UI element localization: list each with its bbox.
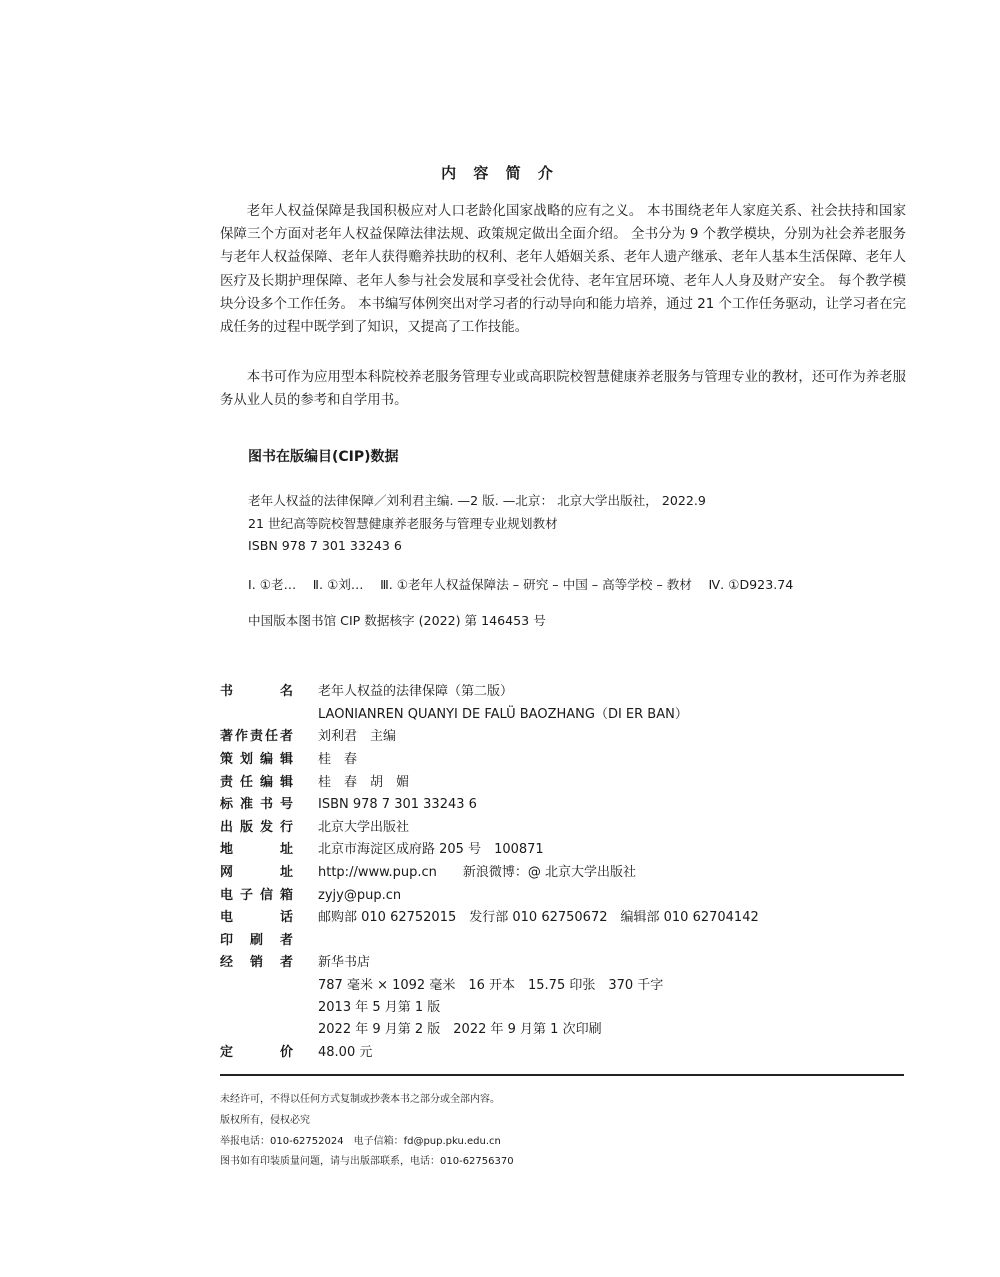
- info-label: 经销者: [220, 955, 293, 970]
- info-value: 邮购部 010 62752015 发行部 010 62750672 编辑部 010 62704142: [318, 910, 759, 925]
- info-value: 桂 春 胡 媚: [318, 775, 410, 790]
- cip-line-classification: Ⅰ. ①老… Ⅱ. ①刘… Ⅲ. ①老年人权益保障法 – 研究 – 中国 – 高等学校 – 教材 Ⅳ. ①D923.74: [248, 577, 794, 592]
- info-value: zyjy@pup.cn: [318, 888, 402, 903]
- footer-divider: [220, 1074, 904, 1076]
- info-label: 责任编辑: [220, 775, 293, 790]
- info-value: 北京大学出版社: [318, 820, 410, 835]
- info-value: 2013 年 5 月第 1 版: [318, 1000, 441, 1015]
- info-value: LAONIANREN QUANYI DE FALÜ BAOZHANG（DI ER BAN）: [318, 707, 688, 722]
- info-label: 印刷者: [220, 933, 293, 948]
- info-value: 刘利君 主编: [318, 729, 397, 744]
- footer-report-contact: 举报电话：010-62752024 电子信箱：fd@pup.pku.edu.cn: [220, 1136, 501, 1147]
- intro-paragraph-2: 本书可作为应用型本科院校养老服务管理专业或高职院校智慧健康养老服务与管理专业的教材，还可作为养老服务从业人员的参考和自学用书。: [220, 370, 906, 409]
- footer-rights: 版权所有，侵权必究: [220, 1115, 310, 1126]
- info-label: 标准书号: [220, 797, 293, 812]
- intro-paragraph-1: 老年人权益保障是我国积极应对人口老龄化国家战略的应有之义。 本书围绕老年人家庭关系、社会扶持和国家保障三个方面对老年人权益保障法律法规、政策规定做出全面介绍。 全书分为 9 个教学模块，分别为社会养老服务与老年人权益保障、老年人获得赡养扶助的权利、老年人婚姻关系、老年人遗产继承、老年人基本生活保障、老年人医疗及长期护理保障、老年人参与社会发展和享受社会优待、老年宜居环境、老年人人身及财产安全。 每个教学模块分设多个工作任务。 本书编写体例突出对学习者的行动导向和能力培养，通过 21 个工作任务驱动，让学习者在完成任务的过程中既学到了知识，又提高了工作技能。: [220, 204, 906, 336]
- info-value: 桂 春: [318, 752, 358, 767]
- info-label: 网址: [220, 865, 293, 880]
- cip-line-title: 老年人权益的法律保障／刘利君主编. —2 版. —北京： 北京大学出版社， 2022.9: [248, 493, 706, 508]
- info-value: ISBN 978 7 301 33243 6: [318, 797, 477, 812]
- cip-line-record: 中国版本图书馆 CIP 数据核字 (2022) 第 146453 号: [248, 613, 546, 628]
- info-value: 老年人权益的法律保障（第二版）: [318, 684, 514, 699]
- info-value: 48.00 元: [318, 1045, 373, 1060]
- info-value: 新华书店: [318, 955, 371, 970]
- info-label: 定价: [220, 1045, 293, 1060]
- info-label: 电话: [220, 910, 293, 925]
- info-label: 著作责任者: [220, 729, 293, 744]
- info-label: 地址: [220, 842, 293, 857]
- info-value: 2022 年 9 月第 2 版 2022 年 9 月第 1 次印刷: [318, 1022, 602, 1037]
- cip-line-isbn: ISBN 978 7 301 33243 6: [248, 538, 402, 553]
- info-label: 书名: [220, 684, 293, 699]
- info-value: http://www.pup.cn 新浪微博：@ 北京大学出版社: [318, 865, 637, 880]
- info-label: 出版发行: [220, 820, 293, 835]
- page-title: 内 容 简 介: [441, 164, 559, 182]
- info-label: 策划编辑: [220, 752, 293, 767]
- footer-quality-contact: 图书如有印装质量问题，请与出版部联系，电话：010-62756370: [220, 1156, 514, 1167]
- info-value: 北京市海淀区成府路 205 号 100871: [318, 842, 544, 857]
- info-label: 电子信箱: [220, 888, 293, 903]
- cip-line-series: 21 世纪高等院校智慧健康养老服务与管理专业规划教材: [248, 516, 558, 531]
- info-value: 787 毫米 × 1092 毫米 16 开本 15.75 印张 370 千字: [318, 978, 664, 993]
- footer-copy-notice: 未经许可，不得以任何方式复制或抄袭本书之部分或全部内容。: [220, 1094, 500, 1105]
- cip-heading: 图书在版编目(CIP)数据: [248, 449, 399, 465]
